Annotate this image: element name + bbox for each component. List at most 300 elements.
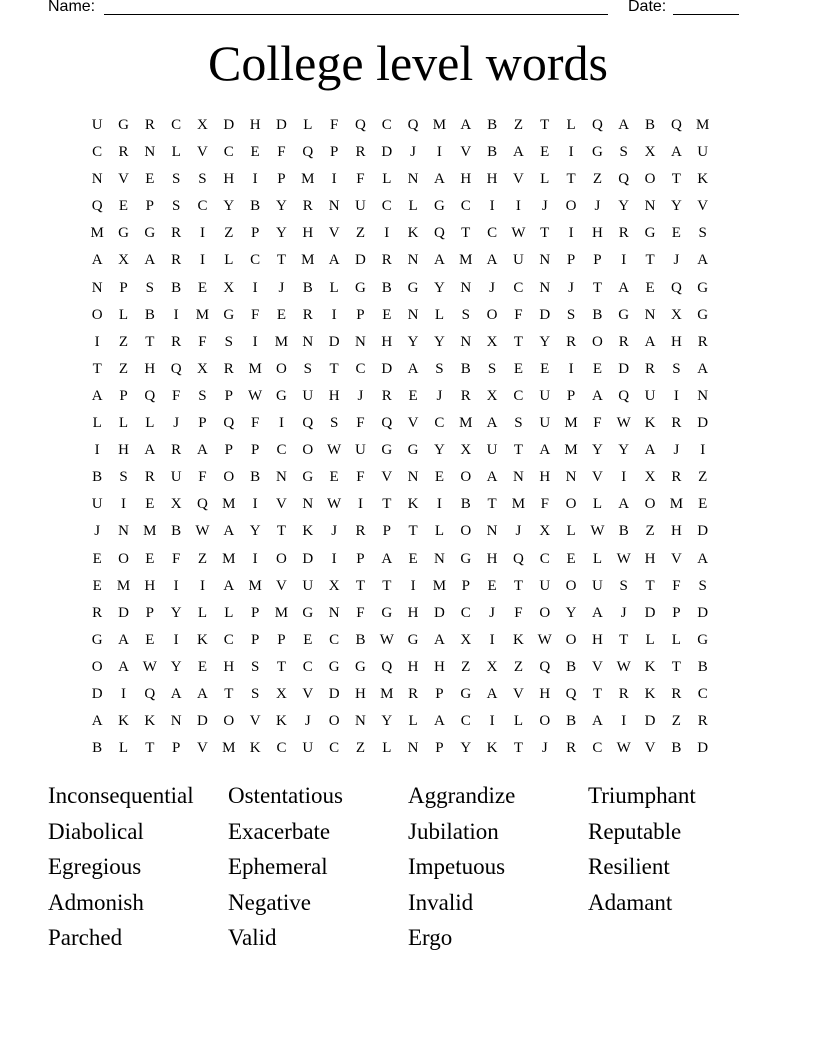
grid-letter[interactable]: I: [199, 252, 205, 269]
grid-letter[interactable]: T: [355, 577, 366, 594]
grid-letter[interactable]: N: [539, 279, 551, 296]
grid-letter[interactable]: U: [355, 198, 366, 215]
grid-letter[interactable]: V: [697, 198, 709, 215]
grid-letter[interactable]: S: [250, 658, 260, 675]
grid-letter[interactable]: O: [276, 360, 287, 377]
grid-letter[interactable]: U: [355, 442, 366, 459]
grid-letter[interactable]: A: [697, 252, 709, 269]
grid-letter[interactable]: X: [460, 631, 472, 648]
grid-letter[interactable]: G: [591, 144, 603, 161]
grid-letter[interactable]: A: [644, 333, 656, 350]
grid-letter[interactable]: G: [407, 442, 419, 459]
grid-letter[interactable]: C: [513, 279, 524, 296]
grid-letter[interactable]: G: [460, 685, 472, 702]
grid-letter[interactable]: P: [250, 225, 260, 242]
grid-letter[interactable]: E: [566, 550, 576, 567]
grid-letter[interactable]: C: [329, 631, 340, 648]
grid-letter[interactable]: N: [355, 713, 366, 730]
grid-letter[interactable]: B: [566, 713, 577, 730]
grid-letter[interactable]: Y: [223, 198, 235, 215]
grid-letter[interactable]: L: [645, 631, 655, 648]
grid-letter[interactable]: O: [486, 306, 498, 323]
grid-letter[interactable]: L: [197, 604, 208, 621]
grid-letter[interactable]: V: [644, 740, 656, 757]
grid-letter[interactable]: U: [302, 577, 314, 594]
grid-letter[interactable]: J: [594, 198, 601, 215]
grid-letter[interactable]: O: [118, 550, 129, 567]
grid-letter[interactable]: D: [539, 306, 551, 323]
grid-letter[interactable]: T: [513, 442, 523, 459]
date-field-line[interactable]: [673, 14, 739, 15]
grid-letter[interactable]: R: [171, 225, 182, 242]
grid-letter[interactable]: O: [644, 496, 656, 513]
grid-letter[interactable]: H: [644, 550, 656, 567]
grid-letter[interactable]: A: [144, 442, 156, 459]
grid-letter[interactable]: U: [644, 387, 656, 404]
grid-letter[interactable]: M: [564, 442, 578, 459]
grid-letter[interactable]: X: [197, 360, 208, 377]
grid-letter[interactable]: B: [171, 279, 182, 296]
grid-letter[interactable]: N: [328, 198, 340, 215]
grid-letter[interactable]: A: [434, 252, 445, 269]
grid-letter[interactable]: M: [90, 225, 104, 242]
grid-letter[interactable]: K: [512, 631, 524, 648]
grid-letter[interactable]: M: [274, 333, 289, 350]
grid-letter[interactable]: T: [329, 360, 339, 377]
grid-letter[interactable]: D: [118, 604, 129, 621]
grid-letter[interactable]: P: [329, 144, 339, 161]
grid-letter[interactable]: Z: [645, 523, 655, 540]
grid-letter[interactable]: R: [618, 333, 629, 350]
grid-letter[interactable]: H: [144, 577, 156, 594]
grid-letter[interactable]: L: [540, 171, 550, 188]
grid-letter[interactable]: J: [410, 144, 417, 161]
grid-letter[interactable]: L: [408, 713, 418, 730]
grid-letter[interactable]: D: [355, 252, 366, 269]
grid-letter[interactable]: I: [331, 550, 337, 567]
grid-letter[interactable]: G: [302, 604, 314, 621]
grid-letter[interactable]: K: [144, 713, 156, 730]
grid-letter[interactable]: R: [671, 415, 682, 432]
grid-letter[interactable]: A: [407, 360, 419, 377]
grid-letter[interactable]: U: [697, 144, 709, 161]
grid-letter[interactable]: P: [461, 577, 470, 594]
grid-letter[interactable]: X: [223, 279, 235, 296]
grid-letter[interactable]: G: [407, 631, 419, 648]
grid-letter[interactable]: Z: [461, 658, 471, 675]
grid-letter[interactable]: E: [145, 171, 155, 188]
grid-letter[interactable]: H: [670, 523, 682, 540]
grid-letter[interactable]: J: [94, 523, 101, 540]
grid-letter[interactable]: E: [434, 469, 445, 486]
grid-letter[interactable]: X: [486, 387, 498, 404]
grid-letter[interactable]: A: [486, 252, 498, 269]
grid-letter[interactable]: V: [302, 685, 314, 702]
grid-letter[interactable]: X: [197, 117, 208, 133]
grid-letter[interactable]: Y: [276, 198, 287, 215]
grid-letter[interactable]: I: [436, 496, 442, 513]
grid-letter[interactable]: K: [486, 740, 498, 757]
grid-letter[interactable]: W: [511, 225, 526, 242]
grid-letter[interactable]: L: [118, 740, 129, 757]
grid-letter[interactable]: F: [593, 415, 602, 432]
grid-letter[interactable]: R: [618, 225, 629, 242]
grid-letter[interactable]: D: [644, 713, 656, 730]
grid-letter[interactable]: D: [618, 360, 630, 377]
grid-letter[interactable]: I: [515, 198, 521, 215]
grid-letter[interactable]: N: [276, 469, 287, 486]
grid-letter[interactable]: Q: [434, 225, 445, 242]
grid-letter[interactable]: D: [697, 415, 709, 432]
grid-letter[interactable]: R: [618, 685, 629, 702]
grid-letter[interactable]: L: [592, 496, 602, 513]
grid-letter[interactable]: Y: [276, 225, 287, 242]
grid-letter[interactable]: Q: [223, 415, 235, 432]
grid-letter[interactable]: Z: [513, 658, 523, 675]
grid-letter[interactable]: S: [619, 577, 628, 594]
grid-letter[interactable]: T: [145, 740, 155, 757]
grid-letter[interactable]: C: [276, 442, 287, 459]
grid-letter[interactable]: Y: [591, 442, 603, 459]
grid-letter[interactable]: M: [459, 415, 473, 432]
grid-letter[interactable]: T: [592, 279, 602, 296]
grid-letter[interactable]: T: [382, 496, 392, 513]
grid-letter[interactable]: B: [566, 658, 577, 675]
grid-letter[interactable]: C: [276, 740, 287, 757]
grid-letter[interactable]: Z: [118, 333, 129, 350]
grid-letter[interactable]: I: [621, 469, 627, 486]
grid-letter[interactable]: S: [672, 360, 681, 377]
grid-letter[interactable]: L: [118, 415, 129, 432]
grid-letter[interactable]: O: [565, 631, 577, 648]
grid-letter[interactable]: D: [328, 685, 340, 702]
grid-letter[interactable]: Q: [512, 550, 524, 567]
grid-letter[interactable]: B: [460, 496, 471, 513]
grid-letter[interactable]: J: [673, 252, 680, 269]
grid-letter[interactable]: Q: [381, 658, 393, 675]
grid-letter[interactable]: V: [460, 144, 472, 161]
grid-letter[interactable]: C: [592, 740, 603, 757]
grid-letter[interactable]: F: [198, 469, 207, 486]
grid-letter[interactable]: C: [434, 415, 445, 432]
grid-letter[interactable]: H: [591, 225, 603, 242]
grid-letter[interactable]: M: [301, 252, 315, 269]
grid-letter[interactable]: Y: [670, 198, 682, 215]
grid-letter[interactable]: Q: [170, 360, 182, 377]
grid-letter[interactable]: I: [199, 577, 205, 594]
grid-letter[interactable]: M: [248, 577, 262, 594]
grid-letter[interactable]: I: [568, 225, 574, 242]
grid-letter[interactable]: P: [435, 740, 444, 757]
grid-letter[interactable]: G: [460, 550, 472, 567]
grid-letter[interactable]: T: [619, 631, 629, 648]
grid-letter[interactable]: M: [195, 306, 210, 323]
grid-letter[interactable]: N: [407, 252, 419, 269]
grid-letter[interactable]: T: [540, 225, 550, 242]
grid-letter[interactable]: C: [381, 198, 392, 215]
grid-letter[interactable]: E: [329, 469, 339, 486]
grid-letter[interactable]: Y: [618, 198, 630, 215]
grid-letter[interactable]: E: [118, 198, 129, 215]
grid-letter[interactable]: X: [328, 577, 340, 594]
grid-letter[interactable]: N: [460, 279, 472, 296]
grid-letter[interactable]: R: [355, 144, 366, 161]
grid-letter[interactable]: A: [591, 604, 603, 621]
grid-letter[interactable]: A: [539, 442, 551, 459]
grid-letter[interactable]: E: [145, 496, 155, 513]
grid-letter[interactable]: I: [621, 252, 627, 269]
grid-letter[interactable]: A: [144, 252, 156, 269]
grid-letter[interactable]: T: [224, 685, 234, 702]
grid-letter[interactable]: B: [355, 631, 366, 648]
grid-letter[interactable]: L: [434, 306, 445, 323]
grid-letter[interactable]: E: [92, 550, 102, 567]
grid-letter[interactable]: I: [278, 415, 284, 432]
grid-letter[interactable]: I: [173, 631, 179, 648]
grid-letter[interactable]: Q: [670, 117, 682, 133]
grid-letter[interactable]: U: [486, 442, 498, 459]
grid-letter[interactable]: P: [224, 442, 233, 459]
grid-letter[interactable]: G: [276, 387, 287, 404]
grid-letter[interactable]: S: [329, 415, 339, 432]
grid-letter[interactable]: O: [460, 469, 472, 486]
grid-letter[interactable]: F: [540, 496, 549, 513]
grid-letter[interactable]: I: [489, 631, 495, 648]
grid-letter[interactable]: B: [250, 198, 261, 215]
grid-letter[interactable]: E: [592, 360, 602, 377]
grid-letter[interactable]: I: [384, 225, 390, 242]
grid-letter[interactable]: K: [276, 713, 287, 730]
grid-letter[interactable]: R: [671, 685, 682, 702]
grid-letter[interactable]: I: [568, 360, 574, 377]
grid-letter[interactable]: Y: [407, 333, 419, 350]
grid-letter[interactable]: D: [434, 604, 445, 621]
grid-letter[interactable]: O: [223, 713, 235, 730]
grid-letter[interactable]: I: [410, 577, 416, 594]
grid-letter[interactable]: K: [644, 415, 656, 432]
grid-letter[interactable]: L: [224, 604, 234, 621]
grid-letter[interactable]: V: [249, 713, 261, 730]
grid-letter[interactable]: L: [566, 523, 576, 540]
grid-letter[interactable]: C: [197, 198, 208, 215]
grid-letter[interactable]: Q: [302, 415, 314, 432]
grid-letter[interactable]: W: [142, 658, 157, 675]
grid-letter[interactable]: K: [697, 171, 709, 188]
grid-letter[interactable]: J: [304, 713, 311, 730]
grid-letter[interactable]: G: [644, 225, 656, 242]
grid-letter[interactable]: N: [539, 252, 551, 269]
grid-letter[interactable]: T: [566, 171, 576, 188]
grid-letter[interactable]: A: [486, 415, 498, 432]
grid-letter[interactable]: L: [566, 117, 576, 133]
grid-letter[interactable]: P: [145, 604, 154, 621]
grid-letter[interactable]: J: [673, 442, 680, 459]
grid-letter[interactable]: A: [91, 713, 103, 730]
grid-letter[interactable]: C: [329, 740, 340, 757]
grid-letter[interactable]: M: [222, 550, 236, 567]
grid-letter[interactable]: Q: [91, 198, 103, 215]
grid-letter[interactable]: G: [381, 604, 393, 621]
grid-letter[interactable]: T: [513, 333, 523, 350]
grid-letter[interactable]: T: [645, 252, 655, 269]
grid-letter[interactable]: F: [277, 144, 286, 161]
grid-letter[interactable]: M: [432, 577, 447, 594]
grid-letter[interactable]: U: [302, 387, 314, 404]
grid-letter[interactable]: S: [566, 306, 576, 323]
grid-letter[interactable]: Z: [355, 225, 366, 242]
grid-letter[interactable]: G: [118, 117, 129, 133]
grid-letter[interactable]: I: [252, 333, 258, 350]
grid-letter[interactable]: R: [223, 360, 234, 377]
grid-letter[interactable]: D: [697, 740, 709, 757]
grid-letter[interactable]: L: [171, 144, 181, 161]
grid-letter[interactable]: K: [302, 523, 314, 540]
grid-letter[interactable]: E: [92, 577, 102, 594]
grid-letter[interactable]: P: [356, 306, 365, 323]
grid-letter[interactable]: T: [276, 523, 287, 540]
grid-letter[interactable]: R: [302, 306, 313, 323]
grid-letter[interactable]: W: [248, 387, 263, 404]
grid-letter[interactable]: G: [355, 658, 366, 675]
grid-letter[interactable]: O: [302, 442, 314, 459]
grid-letter[interactable]: N: [644, 198, 656, 215]
grid-letter[interactable]: E: [197, 279, 208, 296]
grid-letter[interactable]: E: [250, 144, 260, 161]
grid-letter[interactable]: N: [434, 550, 445, 567]
grid-letter[interactable]: R: [355, 523, 366, 540]
grid-letter[interactable]: O: [91, 658, 103, 675]
grid-letter[interactable]: G: [302, 469, 314, 486]
grid-letter[interactable]: M: [116, 577, 131, 594]
grid-letter[interactable]: A: [486, 685, 498, 702]
grid-letter[interactable]: S: [514, 415, 523, 432]
grid-letter[interactable]: K: [249, 740, 261, 757]
grid-letter[interactable]: E: [408, 550, 418, 567]
grid-letter[interactable]: T: [487, 496, 497, 513]
grid-letter[interactable]: I: [94, 442, 100, 459]
grid-letter[interactable]: B: [487, 144, 498, 161]
grid-letter[interactable]: C: [171, 117, 182, 133]
grid-letter[interactable]: Z: [671, 713, 681, 730]
grid-letter[interactable]: L: [118, 306, 129, 323]
grid-letter[interactable]: C: [223, 144, 234, 161]
grid-letter[interactable]: N: [302, 333, 314, 350]
grid-letter[interactable]: H: [460, 171, 472, 188]
grid-letter[interactable]: A: [197, 442, 208, 459]
grid-letter[interactable]: M: [669, 496, 684, 513]
grid-letter[interactable]: R: [144, 117, 155, 133]
grid-letter[interactable]: N: [407, 171, 419, 188]
grid-letter[interactable]: V: [118, 171, 129, 188]
grid-letter[interactable]: I: [252, 279, 258, 296]
grid-letter[interactable]: A: [434, 713, 445, 730]
grid-letter[interactable]: I: [199, 225, 205, 242]
grid-letter[interactable]: S: [145, 279, 154, 296]
grid-letter[interactable]: R: [671, 469, 682, 486]
grid-letter[interactable]: M: [274, 604, 289, 621]
grid-letter[interactable]: N: [407, 740, 419, 757]
grid-letter[interactable]: E: [540, 360, 550, 377]
grid-letter[interactable]: I: [489, 198, 495, 215]
grid-letter[interactable]: N: [302, 496, 314, 513]
grid-letter[interactable]: U: [512, 252, 524, 269]
grid-letter[interactable]: P: [224, 387, 233, 404]
grid-letter[interactable]: N: [355, 333, 366, 350]
grid-letter[interactable]: B: [302, 279, 313, 296]
grid-letter[interactable]: Q: [197, 496, 208, 513]
grid-letter[interactable]: P: [119, 387, 128, 404]
grid-letter[interactable]: F: [356, 469, 365, 486]
grid-letter[interactable]: S: [119, 469, 128, 486]
grid-letter[interactable]: L: [145, 415, 155, 432]
grid-letter[interactable]: V: [328, 225, 340, 242]
grid-letter[interactable]: J: [489, 279, 495, 296]
grid-letter[interactable]: D: [223, 117, 235, 133]
grid-letter[interactable]: B: [171, 523, 182, 540]
grid-letter[interactable]: M: [301, 171, 315, 188]
grid-letter[interactable]: X: [670, 306, 682, 323]
grid-letter[interactable]: O: [565, 198, 577, 215]
grid-letter[interactable]: N: [697, 387, 709, 404]
grid-letter[interactable]: Q: [381, 415, 393, 432]
grid-letter[interactable]: Y: [434, 442, 445, 459]
grid-letter[interactable]: Y: [565, 604, 577, 621]
grid-letter[interactable]: R: [408, 685, 419, 702]
grid-letter[interactable]: E: [382, 306, 392, 323]
grid-letter[interactable]: I: [252, 496, 258, 513]
grid-letter[interactable]: J: [357, 387, 364, 404]
grid-letter[interactable]: F: [356, 171, 365, 188]
grid-letter[interactable]: P: [356, 550, 365, 567]
grid-letter[interactable]: C: [92, 144, 103, 161]
grid-letter[interactable]: V: [381, 469, 393, 486]
grid-letter[interactable]: D: [91, 685, 103, 702]
grid-letter[interactable]: I: [357, 496, 363, 513]
grid-letter[interactable]: C: [697, 685, 708, 702]
grid-letter[interactable]: T: [145, 333, 155, 350]
grid-letter[interactable]: L: [434, 523, 445, 540]
grid-letter[interactable]: M: [222, 740, 236, 757]
grid-letter[interactable]: Q: [565, 685, 577, 702]
grid-letter[interactable]: P: [566, 252, 576, 269]
grid-letter[interactable]: G: [434, 198, 445, 215]
grid-letter[interactable]: O: [539, 713, 551, 730]
grid-letter[interactable]: N: [644, 306, 656, 323]
grid-letter[interactable]: M: [564, 415, 578, 432]
grid-letter[interactable]: Y: [170, 604, 182, 621]
grid-letter[interactable]: Y: [170, 658, 182, 675]
grid-letter[interactable]: L: [382, 171, 392, 188]
grid-letter[interactable]: V: [197, 144, 208, 161]
grid-letter[interactable]: H: [539, 469, 551, 486]
grid-letter[interactable]: X: [118, 252, 129, 269]
grid-letter[interactable]: G: [144, 225, 156, 242]
grid-letter[interactable]: P: [277, 631, 286, 648]
grid-letter[interactable]: K: [118, 713, 129, 730]
grid-letter[interactable]: I: [173, 306, 179, 323]
grid-letter[interactable]: S: [303, 360, 312, 377]
grid-letter[interactable]: Q: [670, 279, 682, 296]
grid-letter[interactable]: F: [514, 306, 523, 323]
grid-letter[interactable]: S: [198, 387, 207, 404]
grid-letter[interactable]: Y: [618, 442, 630, 459]
grid-letter[interactable]: Q: [618, 387, 630, 404]
grid-letter[interactable]: E: [197, 658, 208, 675]
grid-letter[interactable]: L: [224, 252, 234, 269]
grid-letter[interactable]: A: [697, 360, 709, 377]
grid-letter[interactable]: T: [276, 658, 287, 675]
grid-letter[interactable]: P: [382, 523, 391, 540]
